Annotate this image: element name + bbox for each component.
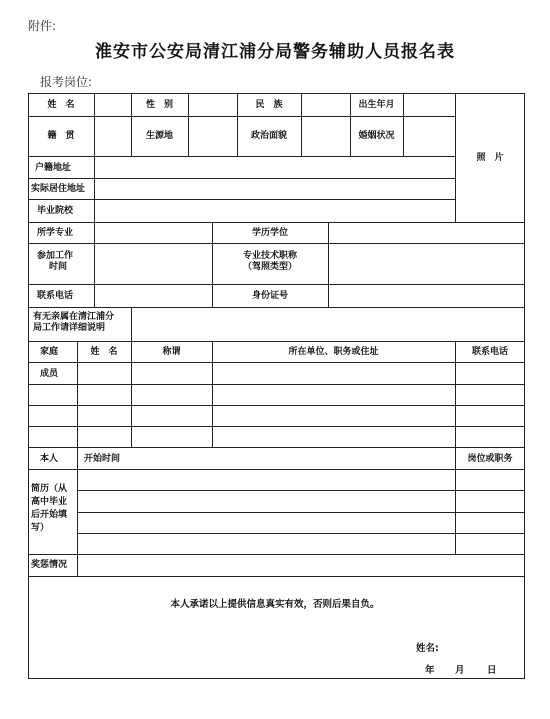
family-col-unit: 所在单位、职务或住址 <box>288 347 379 357</box>
label-native-place: 籍 贯 <box>47 131 75 141</box>
label-hukou-address: 户籍地址 <box>35 163 72 173</box>
label-self: 本人 <box>40 454 59 464</box>
label-major: 所学专业 <box>37 228 74 238</box>
label-degree: 学历学位 <box>251 228 288 238</box>
label-relatives: 有无亲属在清江浦分 局工作请详细说明 <box>33 312 115 334</box>
date-month: 月 <box>455 665 465 676</box>
family-col-name: 姓 名 <box>90 347 118 357</box>
signature-label: 姓名: <box>416 643 439 654</box>
label-gender: 性 别 <box>145 100 173 110</box>
attachment-label: 附件: <box>28 19 57 33</box>
date-day: 日 <box>487 665 497 676</box>
post-label: 报考岗位: <box>40 75 93 89</box>
date-year: 年 <box>425 665 435 676</box>
label-professional-title: 专业技术职称 （驾照类型） <box>242 251 297 273</box>
label-work-start: 参加工作 时间 <box>37 251 74 273</box>
label-actual-address: 实际居住地址 <box>31 184 86 194</box>
family-col-relation: 称谓 <box>162 347 181 357</box>
label-id-number: 身份证号 <box>251 291 288 301</box>
label-resume: 简历（从 高中毕业 后开始填 写） <box>31 484 68 534</box>
label-ethnicity: 民 族 <box>255 100 283 110</box>
label-name: 姓 名 <box>47 100 75 110</box>
family-col-phone: 联系电话 <box>471 347 508 357</box>
label-birth-month: 出生年月 <box>358 100 395 110</box>
photo-placeholder: 照 片 <box>476 153 504 163</box>
label-political-status: 政治面貌 <box>250 131 287 141</box>
resume-col-position: 岗位或职务 <box>467 454 513 464</box>
pledge-statement: 本人承诺以上提供信息真实有效，否则后果自负。 <box>170 599 380 610</box>
label-awards: 奖惩情况 <box>31 560 68 570</box>
resume-col-start-time: 开始时间 <box>84 454 121 464</box>
label-family: 家庭 <box>40 347 59 357</box>
form-title: 淮安市公安局清江浦分局警务辅助人员报名表 <box>95 42 455 62</box>
label-family-members: 成员 <box>40 369 59 379</box>
label-origin: 生源地 <box>145 131 173 141</box>
label-marital-status: 婚姻状况 <box>358 131 395 141</box>
label-graduated-school: 毕业院校 <box>37 206 74 216</box>
label-phone: 联系电话 <box>37 291 74 301</box>
